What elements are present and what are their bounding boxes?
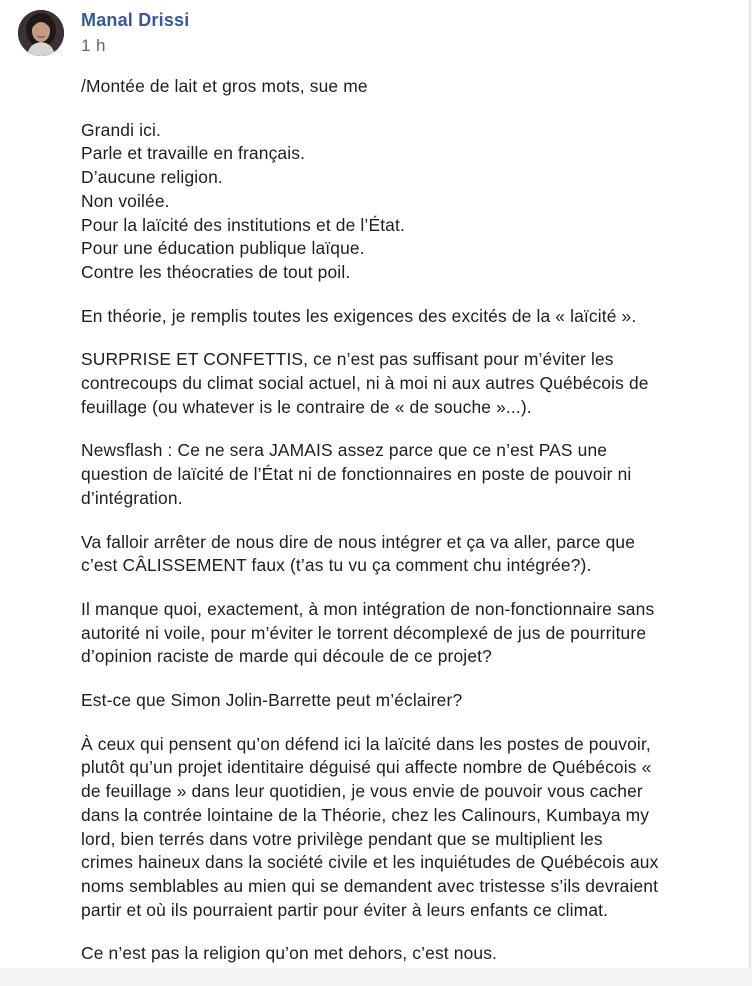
post-text-line: Il manque quoi, exactement, à mon intégration de non-fonctionnaire sans <box>81 598 655 619</box>
post-paragraph <box>81 942 743 966</box>
post-text-line: de feuillage » dans leur quotidien, je vous envie de pouvoir vous cacher <box>81 781 643 802</box>
post-text-line: /Montée de lait et gros mots, sue me <box>81 76 368 96</box>
post-text-line: plutôt qu’un projet identitaire déguisé qui affecte nombre de Québécois « <box>81 757 652 778</box>
post-text-line: question de laïcité de l’État ni de fonctionnaires en poste de pouvoir ni <box>81 464 632 485</box>
post-text-line: Newsflash : Ce ne sera JAMAIS assez parce que ce n’est PAS une <box>81 440 608 461</box>
post-text-line: crimes haineux dans la société civile et les inquiétudes de Québécois aux <box>81 852 659 873</box>
post-text-line: contrecoups du climat social actuel, ni à moi ni aux autres Québécois de <box>81 373 649 394</box>
post-paragraph <box>81 305 743 329</box>
post-timestamp[interactable]: 1 h <box>81 36 106 55</box>
post-text-line: d’opinion raciste de marde qui découle de ce projet? <box>81 646 492 667</box>
post-text-line: autorité ni voile, pour m’éviter le torrent décomplexé de jus de pourriture <box>81 622 647 643</box>
post-text-line: Grandi ici. <box>81 119 161 140</box>
post-paragraph <box>81 733 743 923</box>
avatar-photo <box>18 10 64 56</box>
post-text-line: À ceux qui pensent qu’on défend ici la laïcité dans les postes de pouvoir, <box>81 733 651 754</box>
post-paragraph <box>81 598 743 669</box>
post-text-line: dans la contrée lointaine de la Théorie, chez les Calinours, Kumbaya my <box>81 804 650 825</box>
post-paragraph <box>81 75 743 99</box>
post-text-line: Va falloir arrêter de nous dire de nous intégrer et ça va aller, parce que <box>81 531 636 552</box>
post-paragraph <box>81 348 743 419</box>
post-text-line: Est-ce que Simon Jolin-Barrette peut m’éclairer? <box>81 690 463 711</box>
post-paragraph <box>81 531 743 578</box>
post-text-line: lord, bien terrés dans votre privilège pendant que se multiplient les <box>81 828 603 849</box>
author-name[interactable]: Manal Drissi <box>81 10 190 30</box>
post-text-line: Pour la laïcité des institutions et de l’État. <box>81 214 405 235</box>
post-text-line: Ce n’est pas la religion qu’on met dehors, c’est nous. <box>81 943 498 964</box>
post-text-line: noms semblables au mien qui se demandent avec tristesse s’ils devraient <box>81 875 659 896</box>
post-text-line: feuillage (ou whatever is le contraire de « de souche »...). <box>81 396 532 417</box>
post-text-line: D’aucune religion. <box>81 167 223 188</box>
post-paragraph <box>81 119 743 285</box>
post-text-line: Parle et travaille en français. <box>81 143 306 164</box>
post-text-line: En théorie, je remplis toutes les exigences des excités de la « laïcité ». <box>81 305 637 326</box>
post-text-line: c’est CÂLISSEMENT faux (t’as tu vu ça comment chu intégrée?). <box>81 555 592 576</box>
post-paragraph <box>81 689 743 713</box>
post-text-line: partir et où ils pourraient partir pour éviter à leurs enfants ce climat. <box>81 899 609 920</box>
post-text-line: Non voilée. <box>81 190 170 211</box>
post-text-line: d’intégration. <box>81 487 183 508</box>
post-paragraph <box>81 439 743 510</box>
post-body <box>81 75 743 986</box>
avatar[interactable] <box>18 10 64 56</box>
post-text-line: SURPRISE ET CONFETTIS, ce n’est pas suffisant pour m’éviter les <box>81 349 614 370</box>
post-text-line: Pour une éducation publique laïque. <box>81 238 365 259</box>
post-text-line: Contre les théocraties de tout poil. <box>81 261 351 282</box>
